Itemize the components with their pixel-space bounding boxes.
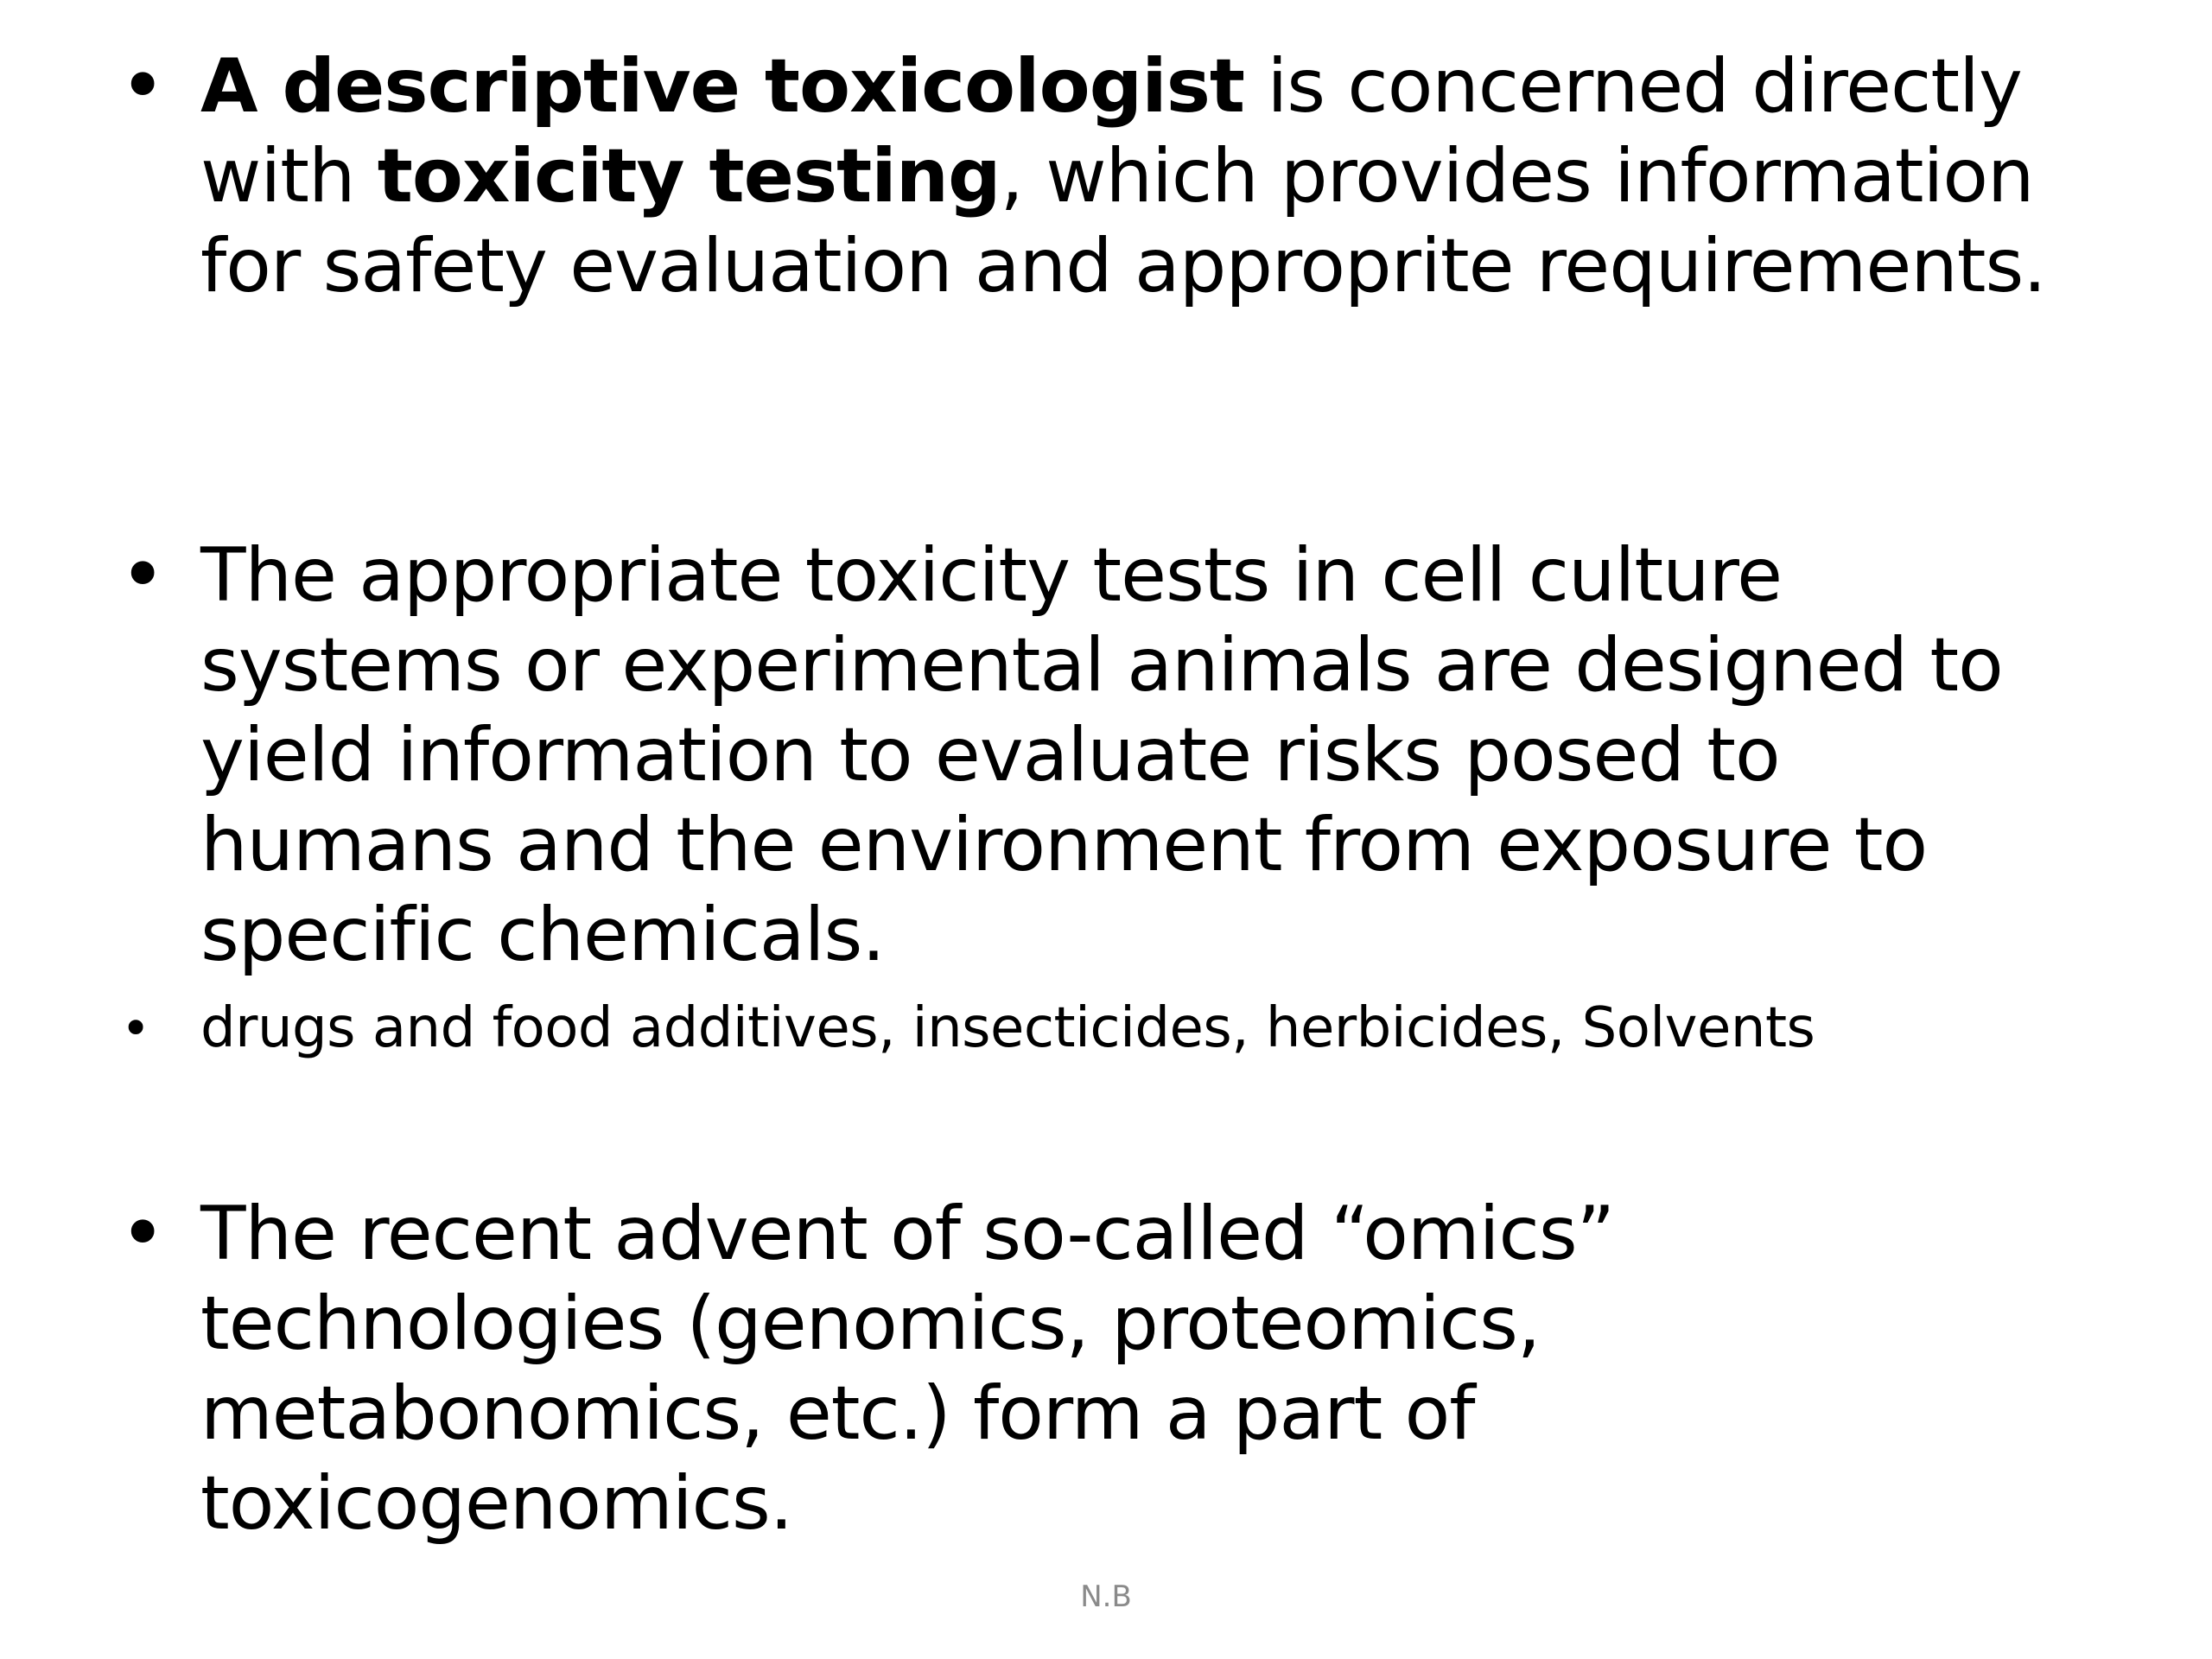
bullet-text: The recent advent of so-called “omics” technologies (genomics, proteomics, metabonomics, etc.) form a part of toxicogenomics. xyxy=(200,1191,1615,1547)
bold-term: toxicity testing xyxy=(377,133,1001,219)
slide-footer: N.B xyxy=(1080,1580,1132,1614)
bullet-marker: • xyxy=(119,40,167,132)
bullet-marker: • xyxy=(121,999,151,1058)
bold-term: A descriptive toxicologist xyxy=(200,43,1245,130)
bullet-text: The appropriate toxicity tests in cell culture systems or experimental animals are designed to yield information to evaluate risks posed to humans and the environment from exposure to specific chemicals. xyxy=(200,532,2003,978)
bullet-marker: • xyxy=(119,529,167,621)
text-segment: is concerned directly with xyxy=(200,43,2022,219)
bullet-text: drugs and food additives, insecticides, herbicides, Solvents xyxy=(200,996,1815,1060)
bullet-text xyxy=(200,41,2067,311)
bullet-marker: • xyxy=(119,1187,167,1280)
text-segment: , which provides information for safety evaluation and approprite requirements. xyxy=(200,133,2046,309)
